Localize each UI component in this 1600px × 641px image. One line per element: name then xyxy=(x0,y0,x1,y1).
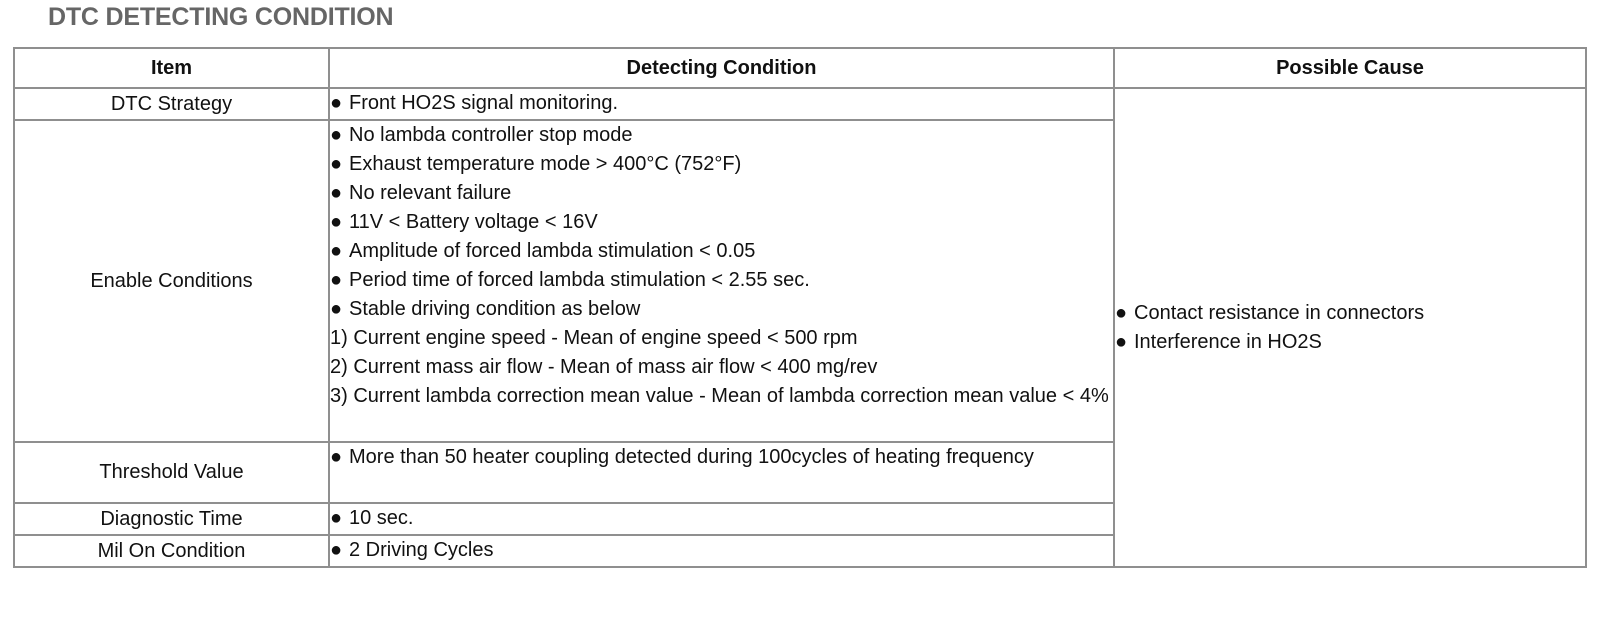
condition-text: No relevant failure xyxy=(349,182,512,204)
condition-line xyxy=(330,504,1113,533)
bullet-icon: ● xyxy=(330,269,343,291)
item-dtc-strategy: DTC Strategy xyxy=(14,88,329,120)
condition-line xyxy=(330,266,1113,295)
bullet-icon: ● xyxy=(330,153,343,175)
bullet-icon: ● xyxy=(330,446,343,468)
bullet-icon: ● xyxy=(330,539,343,561)
condition-line xyxy=(330,208,1113,237)
bullet-icon: ● xyxy=(330,92,343,114)
sub-condition-line: 2) Current mass air flow - Mean of mass air flow < 400 mg/rev xyxy=(330,356,878,378)
condition-cell-threshold-value xyxy=(329,442,1114,503)
condition-cell-mil-on-condition xyxy=(329,535,1114,567)
condition-line xyxy=(330,150,1113,179)
bullet-icon: ● xyxy=(330,298,343,320)
table-row-dtc-strategy xyxy=(14,88,1586,120)
condition-line xyxy=(330,121,1113,150)
cause-line xyxy=(1115,299,1585,328)
condition-cell-diagnostic-time xyxy=(329,503,1114,535)
header-possible-cause: Possible Cause xyxy=(1114,48,1586,88)
header-item: Item xyxy=(14,48,329,88)
condition-line xyxy=(330,443,1113,472)
condition-text: 10 sec. xyxy=(349,507,414,529)
condition-text: Stable driving condition as below xyxy=(349,298,641,320)
table-header-row xyxy=(14,48,1586,88)
dtc-condition-table xyxy=(13,47,1587,568)
cause-text: Contact resistance in connectors xyxy=(1134,301,1425,324)
item-diagnostic-time: Diagnostic Time xyxy=(14,503,329,535)
bullet-icon: ● xyxy=(1115,330,1128,353)
condition-line xyxy=(330,179,1113,208)
condition-text: Period time of forced lambda stimulation < 2.55 sec. xyxy=(349,269,810,291)
condition-line xyxy=(330,237,1113,266)
condition-text: Exhaust temperature mode > 400°C (752°F) xyxy=(349,153,742,175)
bullet-icon: ● xyxy=(330,182,343,204)
condition-text: 2 Driving Cycles xyxy=(349,539,494,561)
bullet-icon: ● xyxy=(330,211,343,233)
condition-text: Amplitude of forced lambda stimulation < 0.05 xyxy=(349,240,756,262)
bullet-icon: ● xyxy=(330,124,343,146)
sub-condition-line: 3) Current lambda correction mean value - Mean of lambda correction mean value < 4% xyxy=(330,385,1109,407)
condition-cell-enable-conditions xyxy=(329,120,1114,442)
sub-condition-line: 1) Current engine speed - Mean of engine speed < 500 rpm xyxy=(330,327,858,349)
item-mil-on-condition: Mil On Condition xyxy=(14,535,329,567)
item-threshold-value: Threshold Value xyxy=(14,442,329,503)
condition-text: Front HO2S signal monitoring. xyxy=(349,92,619,114)
bullet-icon: ● xyxy=(330,507,343,529)
condition-line xyxy=(330,536,1113,565)
bullet-icon: ● xyxy=(330,240,343,262)
condition-text: More than 50 heater coupling detected during 100cycles of heating frequency xyxy=(349,446,1034,468)
cause-line xyxy=(1115,328,1585,357)
condition-line xyxy=(330,89,1113,118)
item-enable-conditions: Enable Conditions xyxy=(14,120,329,442)
bullet-icon: ● xyxy=(1115,301,1128,324)
page-title: DTC DETECTING CONDITION xyxy=(48,3,394,31)
condition-line xyxy=(330,295,1113,324)
condition-text: No lambda controller stop mode xyxy=(349,124,633,146)
condition-text: 11V < Battery voltage < 16V xyxy=(349,211,598,233)
header-detecting-condition: Detecting Condition xyxy=(329,48,1114,88)
cause-text: Interference in HO2S xyxy=(1134,330,1322,353)
condition-cell-dtc-strategy xyxy=(329,88,1114,120)
possible-cause-cell xyxy=(1114,88,1586,567)
